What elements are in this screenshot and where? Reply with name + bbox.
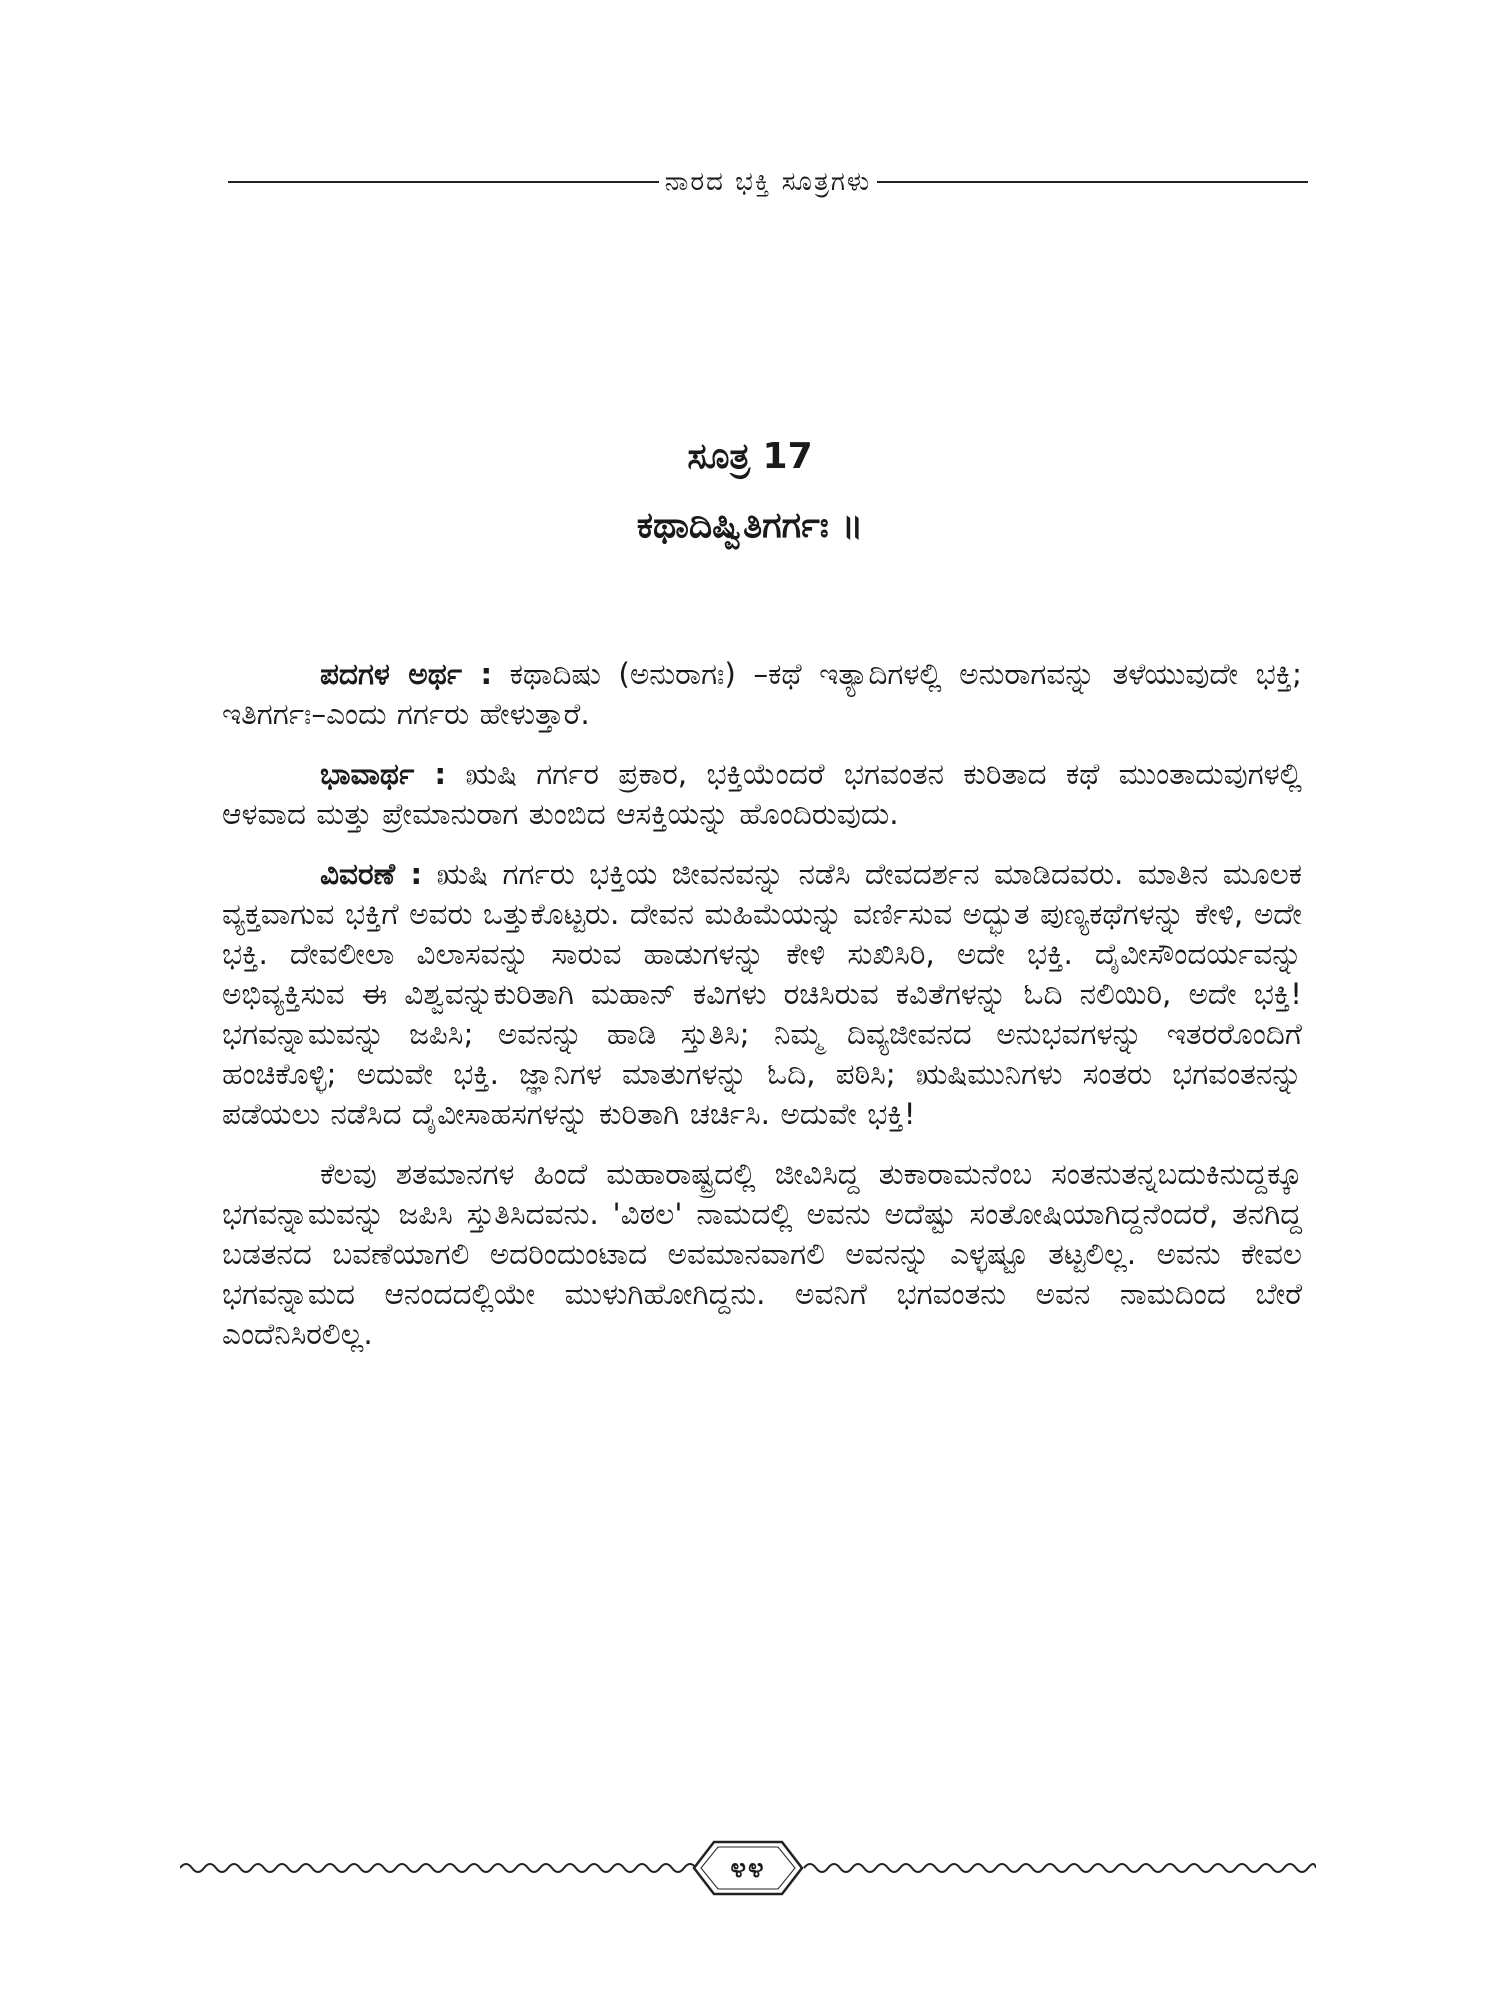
sutra-text: ಕಥಾದಿಷ್ವಿತಿಗರ್ಗಃ ॥	[636, 505, 864, 546]
explanation-text: ಋಷಿ ಗರ್ಗರು ಭಕ್ತಿಯ ಜೀವನವನ್ನು ನಡೆಸಿ ದೇವದರ್ಶನ ಮಾಡಿದವರು. ಮಾತಿನ ಮೂಲಕ ವ್ಯಕ್ತವಾಗುವ ಭಕ್ತಿಗೆ ಅವರು ಒತ್ತುಕೊಟ್ಟರು. ದೇವನ ಮಹಿಮೆಯನ್ನು ವರ್ಣಿಸುವ ಅದ್ಭುತ ಪುಣ್ಯಕಥೆಗಳನ್ನು ಕೇಳಿ, ಅದೇ ಭಕ್ತಿ. ದೇವಲೀಲಾ ವಿಲಾಸವನ್ನು ಸಾರುವ ಹಾಡುಗಳನ್ನು ಕೇಳಿ ಸುಖಿಸಿರಿ, ಅದೇ ಭಕ್ತಿ. ದೈವೀಸೌಂದರ್ಯವನ್ನು ಅಭಿವ್ಯಕ್ತಿಸುವ ಈ ವಿಶ್ವವನ್ನುಕುರಿತಾಗಿ ಮಹಾನ್ ಕವಿಗಳು ರಚಿಸಿರುವ ಕವಿತೆಗಳನ್ನು ಓದಿ ನಲಿಯಿರಿ, ಅದೇ ಭಕ್ತಿ! ಭಗವನ್ನಾಮವನ್ನು ಜಪಿಸಿ; ಅವನನ್ನು ಹಾಡಿ ಸ್ತುತಿಸಿ; ನಿಮ್ಮ ದಿವ್ಯಜೀವನದ ಅನುಭವಗಳನ್ನು ಇತರರೊಂದಿಗೆ ಹಂಚಿಕೊಳ್ಳಿ; ಅದುವೇ ಭಕ್ತಿ. ಜ್ಞಾನಿಗಳ ಮಾತುಗಳನ್ನು ಓದಿ, ಪಠಿಸಿ; ಋಷಿಮುನಿಗಳು ಸಂತರು ಭಗವಂತನನ್ನು ಪಡೆಯಲು ನಡೆಸಿದ ದೈವೀಸಾಹಸಗಳನ್ನು ಕುರಿತಾಗಿ ಚರ್ಚಿಸಿ. ಅದುವೇ ಭಕ್ತಿ!	[222, 857, 1303, 1131]
header-rule-right	[877, 181, 1308, 183]
wave-ornament-left	[180, 1864, 704, 1872]
sutra-number: ಸೂತ್ರ 17	[687, 436, 813, 477]
word-meaning-label: ಪದಗಳ ಅರ್ಥ :	[320, 657, 493, 691]
word-meaning-text: ಕಥಾದಿಷು (ಅನುರಾಗಃ) –ಕಥೆ ಇತ್ಯಾದಿಗಳಲ್ಲಿ ಅನುರಾಗವನ್ನು ತಳೆಯುವುದೇ ಭಕ್ತಿ; ಇತಿಗರ್ಗಃ–ಎಂದು ಗರ್ಗರು ಹೇಳುತ್ತಾರೆ.	[222, 657, 1302, 731]
gist-text: ಋಷಿ ಗರ್ಗರ ಪ್ರಕಾರ, ಭಕ್ತಿಯೆಂದರೆ ಭಗವಂತನ ಕುರಿತಾದ ಕಥೆ ಮುಂತಾದುವುಗಳಲ್ಲಿ ಆಳವಾದ ಮತ್ತು ಪ್ರೇಮಾನುರಾಗ ತುಂಬಿದ ಆಸಕ್ತಿಯನ್ನು ಹೊಂದಿರುವುದು.	[222, 757, 1302, 831]
wave-ornament-right	[804, 1864, 1316, 1872]
header-rule-left	[228, 181, 659, 183]
word-meaning-paragraph	[222, 654, 1302, 734]
story-text: ಕೆಲವು ಶತಮಾನಗಳ ಹಿಂದೆ ಮಹಾರಾಷ್ಟ್ರದಲ್ಲಿ ಜೀವಿಸಿದ್ದ ತುಕಾರಾಮನೆಂಬ ಸಂತನುತನ್ನಬದುಕಿನುದ್ದಕ್ಕೂ ಭಗವನ್ನಾಮವನ್ನು ಜಪಿಸಿ ಸ್ತುತಿಸಿದವನು. 'ವಿಠಲ' ನಾಮದಲ್ಲಿ ಅವನು ಅದೆಷ್ಟು ಸಂತೋಷಿಯಾಗಿದ್ದನೆಂದರೆ, ತನಗಿದ್ದ ಬಡತನದ ಬವಣೆಯಾಗಲಿ ಅದರಿಂದುಂಟಾದ ಅವಮಾನವಾಗಲಿ ಅವನನ್ನು ಎಳ್ಳಷ್ಟೂ ತಟ್ಟಲಿಲ್ಲ. ಅವನು ಕೇವಲ ಭಗವನ್ನಾಮದ ಆನಂದದಲ್ಲಿಯೇ ಮುಳುಗಿಹೋಗಿದ್ದನು. ಅವನಿಗೆ ಭಗವಂತನು ಅವನ ನಾಮದಿಂದ ಬೇರೆ ಎಂದೆನಿಸಿರಲಿಲ್ಲ.	[222, 1157, 1302, 1351]
gist-paragraph	[222, 754, 1302, 834]
explanation-label: ವಿವರಣೆ :	[320, 857, 423, 891]
explanation-paragraph	[222, 854, 1302, 1134]
gist-label: ಭಾವಾರ್ಥ :	[320, 757, 447, 791]
body-text	[222, 654, 1302, 1354]
page-footer	[180, 1828, 1316, 1908]
page-number: ೪೪	[730, 1851, 766, 1884]
running-header	[228, 168, 1308, 196]
running-title: ನಾರದ ಭಕ್ತಿ ಸೂತ್ರಗಳು	[664, 166, 872, 197]
story-paragraph	[222, 1154, 1302, 1354]
